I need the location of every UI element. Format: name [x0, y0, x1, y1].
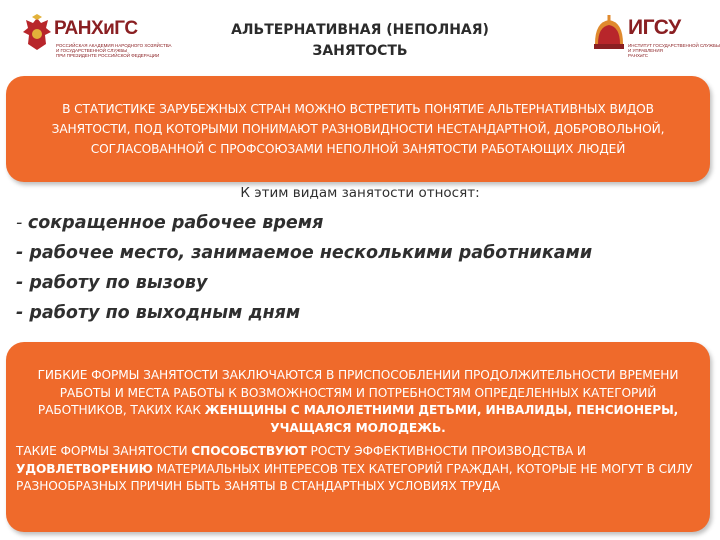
- flexible-forms-box: [6, 342, 710, 532]
- page-title-line2: ЗАНЯТОСТЬ: [312, 43, 408, 59]
- slide-header: [0, 0, 720, 66]
- list-item: - работу по вызову: [16, 273, 208, 293]
- definition-box: [6, 76, 710, 182]
- page-title-line1: АЛЬТЕРНАТИВНАЯ (НЕПОЛНАЯ): [231, 22, 489, 38]
- ranepa-logo-subtitle: РОССИЙСКАЯ АКАДЕМИЯ НАРОДНОГО ХОЗЯЙСТВА И ГОСУДАРСТВЕННОЙ СЛУЖБЫ ПРИ ПРЕЗИДЕНТЕ РОССИЙСКОЙ ФЕДЕРАЦИИ: [56, 43, 172, 58]
- ranepa-logo-name: РАНХиГС: [54, 18, 138, 39]
- list-item: - сокращенное рабочее время: [16, 213, 324, 233]
- list-intro: К этим видам занятости относят:: [240, 185, 480, 201]
- definition-text: В СТАТИСТИКЕ ЗАРУБЕЖНЫХ СТРАН МОЖНО ВСТРЕТИТЬ ПОНЯТИЕ АЛЬТЕРНАТИВНЫХ ВИДОВ ЗАНЯТОСТИ, ПОД КОТОРЫМИ ПОНИМАЮТ РАЗНОВИДНОСТИ НЕСТАНДАРТНОЙ, ДОБРОВОЛЬНОЙ, СОГЛАСОВАННОЙ С ПРОФСОЮЗАМИ НЕПОЛНОЙ ЗАНЯТОСТИ РАБОТАЮЩИХ ЛЮДЕЙ: [51, 102, 665, 156]
- dome-emblem-icon: [592, 14, 626, 54]
- flexible-forms-definition: ГИБКИЕ ФОРМЫ ЗАНЯТОСТИ ЗАКЛЮЧАЮТСЯ В ПРИСПОСОБЛЕНИИ ПРОДОЛЖИТЕЛЬНОСТИ ВРЕМЕНИ РАБОТЫ И МЕСТА РАБОТЫ К ВОЗМОЖНОСТЯМ И ПОТРЕБНОСТЯМ ОПРЕДЕЛЕННЫХ КАТЕГОРИЙ РАБОТНИКОВ, ТАКИХ КАК ЖЕНЩИНЫ С МАЛОЛЕТНИМИ ДЕТЬМИ, ИНВАЛИДЫ, ПЕНСИОНЕРЫ, УЧАЩАЯСЯ МОЛОДЕЖЬ.: [37, 368, 679, 435]
- eagle-emblem-icon: [20, 14, 54, 54]
- employment-types-list: [16, 208, 716, 328]
- ranepa-logo: [20, 14, 185, 58]
- list-item: - рабочее место, занимаемое несколькими работниками: [16, 243, 593, 263]
- igsu-logo-name: ИГСУ: [628, 16, 681, 39]
- igsu-logo-subtitle: ИНСТИТУТ ГОСУДАРСТВЕННОЙ СЛУЖБЫ И УПРАВЛЕНИЯ РАНХиГС: [628, 43, 720, 58]
- flexible-forms-benefits: ТАКИЕ ФОРМЫ ЗАНЯТОСТИ СПОСОБСТВУЮТ РОСТУ ЭФФЕКТИВНОСТИ ПРОИЗВОДСТВА И УДОВЛЕТВОРЕНИЮ МАТЕРИАЛЬНЫХ ИНТЕРЕСОВ ТЕХ КАТЕГОРИЙ ГРАЖДАН, КОТОРЫЕ НЕ МОГУТ В СИЛУ РАЗНООБРАЗНЫХ ПРИЧИН БЫТЬ ЗАНЯТЫ В СТАНДАРТНЫХ УСЛОВИЯХ ТРУДА: [16, 444, 693, 493]
- page-title: [200, 20, 520, 62]
- igsu-logo: [592, 14, 720, 58]
- list-item: - работу по выходным дням: [16, 303, 301, 323]
